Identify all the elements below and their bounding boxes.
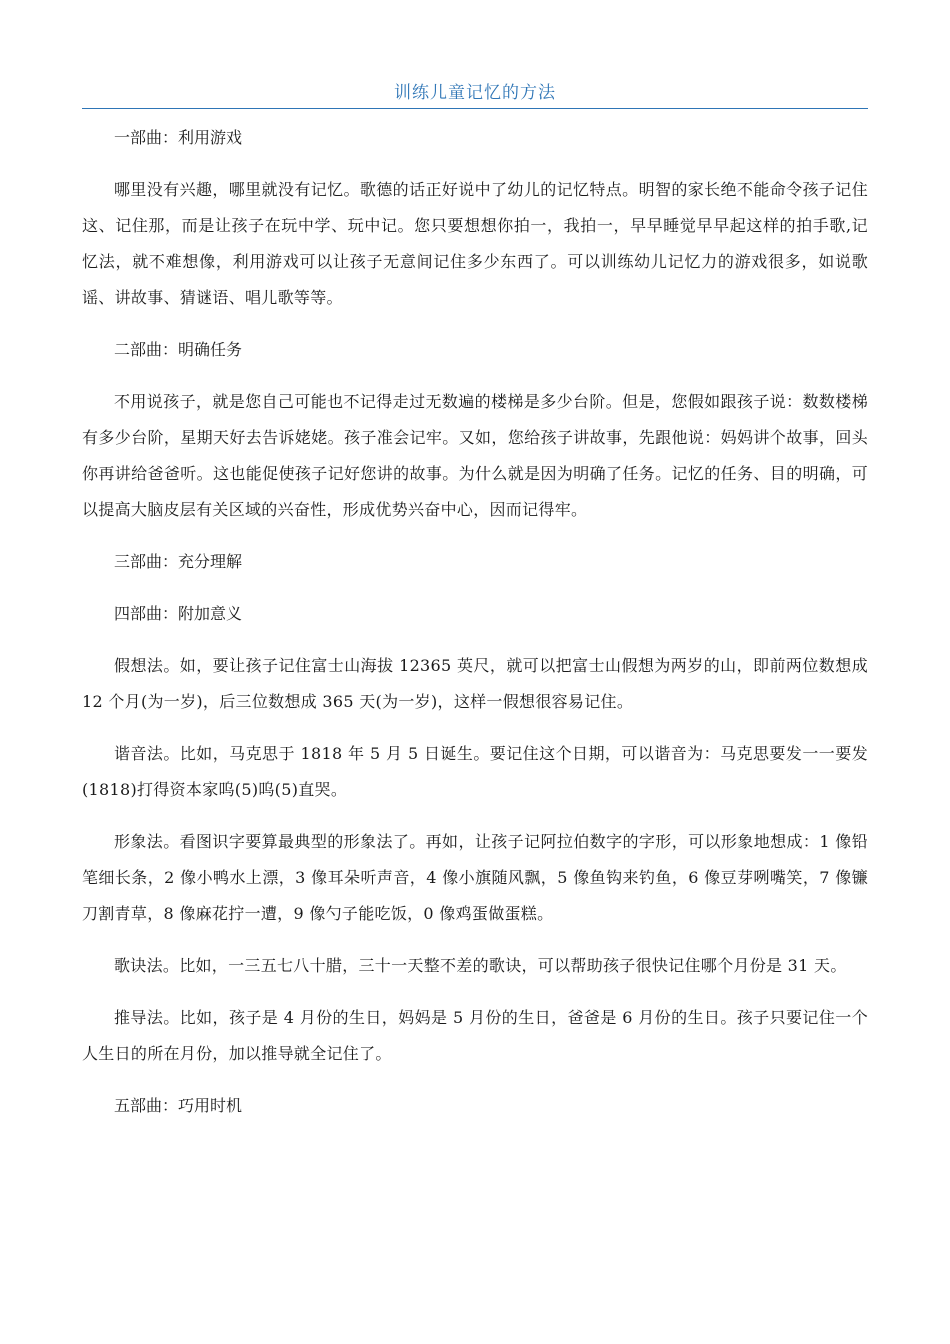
paragraph-1: 哪里没有兴趣，哪里就没有记忆。歌德的话正好说中了幼儿的记忆特点。明智的家长绝不能命令孩子记住这、记住那，而是让孩子在玩中学、玩中记。您只要想想你拍一，我拍一，早早睡觉早早起这样的拍手歌,记忆法，就不难想像，利用游戏可以让孩子无意间记住多少东西了。可以训练幼儿记忆力的游戏很多，如说歌谣、讲故事、猜谜语、唱儿歌等等。: [82, 180, 868, 307]
paragraph-rhyme-method: 歌诀法。比如，一三五七八十腊，三十一天整不差的歌诀，可以帮助孩子很快记住哪个月份是 31 天。: [114, 956, 847, 975]
paragraph-homophone-method: 谐音法。比如，马克思于 1818 年 5 月 5 日诞生。要记住这个日期，可以谐音为：马克思要发一一要发(1818)打得资本家呜(5)呜(5)直哭。: [82, 744, 868, 799]
paragraph-imagination-method: 假想法。如，要让孩子记住富士山海拔 12365 英尺，就可以把富士山假想为两岁的山，即前两位数想成 12 个月(为一岁)，后三位数想成 365 天(为一岁)，这样一假想很容易记住。: [82, 656, 868, 711]
document-body: [82, 120, 868, 1140]
section-heading-1: 一部曲：利用游戏: [114, 128, 243, 147]
header-divider: [82, 108, 868, 109]
paragraph-image-method: 形象法。看图识字要算最典型的形象法了。再如，让孩子记阿拉伯数字的字形，可以形象地想成：1 像铅笔细长条，2 像小鸭水上漂，3 像耳朵听声音，4 像小旗随风飘，5 像鱼钩来钓鱼，6 像豆芽咧嘴笑，7 像镰刀割青草，8 像麻花拧一遭，9 像勺子能吃饭，0 像鸡蛋做蛋糕。: [82, 832, 868, 923]
section-heading-2: 二部曲：明确任务: [114, 340, 243, 359]
section-heading-5: 五部曲：巧用时机: [114, 1096, 243, 1115]
section-heading-4: 四部曲：附加意义: [114, 604, 243, 623]
paragraph-2: 不用说孩子，就是您自己可能也不记得走过无数遍的楼梯是多少台阶。但是，您假如跟孩子说：数数楼梯有多少台阶，星期天好去告诉姥姥。孩子准会记牢。又如，您给孩子讲故事，先跟他说：妈妈讲个故事，回头你再讲给爸爸听。这也能促使孩子记好您讲的故事。为什么就是因为明确了任务。记忆的任务、目的明确，可以提高大脑皮层有关区域的兴奋性，形成优势兴奋中心，因而记得牢。: [82, 392, 868, 519]
page-header: [82, 80, 868, 106]
document-title: 训练儿童记忆的方法: [394, 83, 556, 103]
section-heading-3: 三部曲：充分理解: [114, 552, 243, 571]
paragraph-deduction-method: 推导法。比如，孩子是 4 月份的生日，妈妈是 5 月份的生日，爸爸是 6 月份的生日。孩子只要记住一个人生日的所在月份，加以推导就全记住了。: [82, 1008, 868, 1063]
